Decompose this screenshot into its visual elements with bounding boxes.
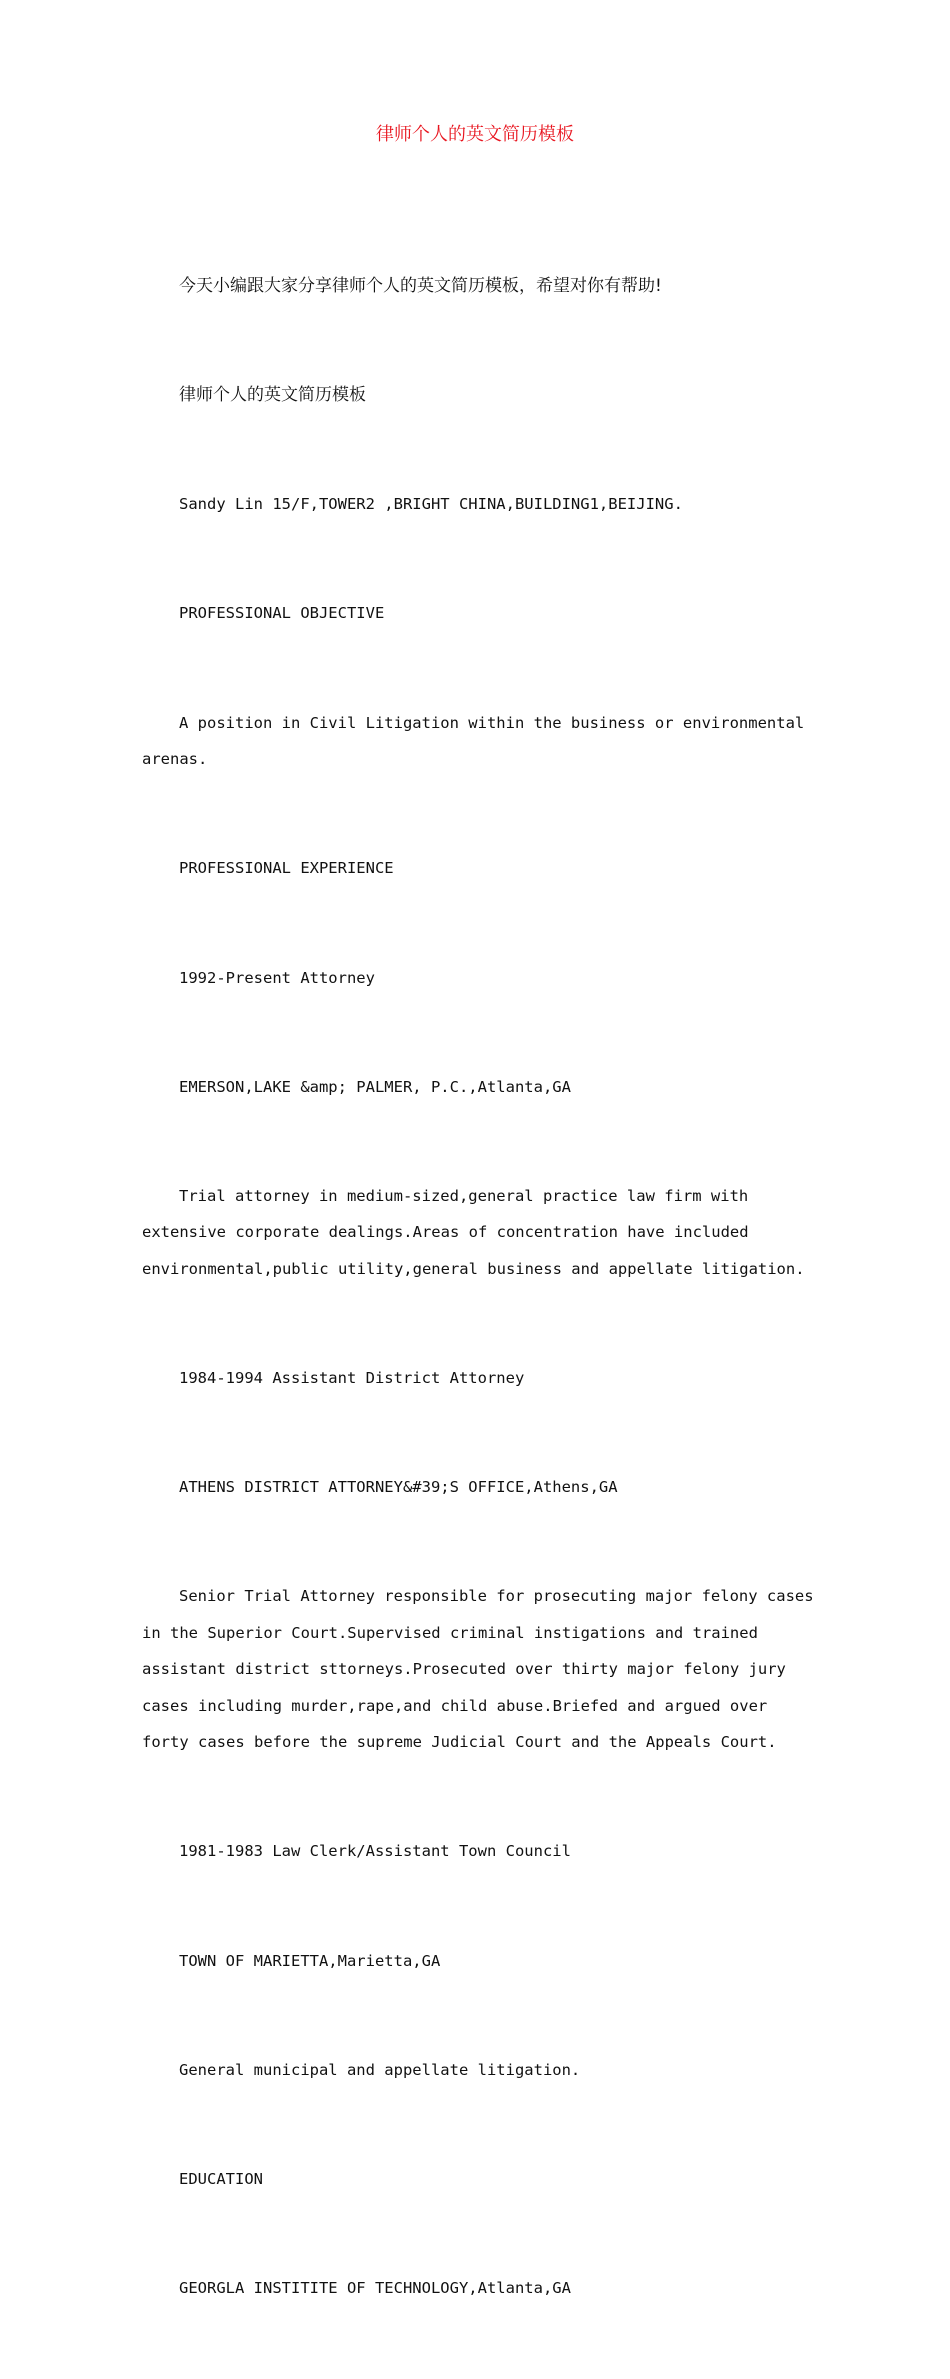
section-heading-experience: PROFESSIONAL EXPERIENCE — [179, 859, 394, 878]
education-institution: GEORGLA INSTITITE OF TECHNOLOGY,Atlanta,GA — [179, 2279, 571, 2298]
job-2-description: Senior Trial Attorney responsible for prosecuting major felony cases in the Superior Court.Supervised criminal instigations and trained assistant district sttorneys.Prosecuted over thirty major felony jury cases including murder,rape,and child abuse.Briefed and argued over forty cases before the supreme Judicial Court and the Appeals Court. — [142, 1587, 823, 1752]
job-1-description: Trial attorney in medium-sized,general practice law firm with extensive corporate dealings.Areas of concentration have included environmental,public utility,general business and appellate litigation. — [142, 1186, 805, 1278]
job-1-title: 1992-Present Attorney — [179, 968, 375, 987]
intro-paragraph: 今天小编跟大家分享律师个人的英文简历模板，希望对你有帮助! — [179, 275, 662, 296]
contact-line: Sandy Lin 15/F,TOWER2 ,BRIGHT CHINA,BUILDING1,BEIJING. — [179, 495, 683, 514]
document-title: 律师个人的英文简历模板 — [376, 124, 574, 145]
job-3-title: 1981-1983 Law Clerk/Assistant Town Council — [179, 1842, 571, 1861]
subtitle-paragraph: 律师个人的英文简历模板 — [179, 385, 366, 406]
section-heading-objective: PROFESSIONAL OBJECTIVE — [179, 604, 385, 623]
job-3-description: General municipal and appellate litigation. — [179, 2060, 581, 2079]
job-3-employer: TOWN OF MARIETTA,Marietta,GA — [179, 1951, 441, 1970]
job-1-employer: EMERSON,LAKE &amp; PALMER, P.C.,Atlanta,GA — [179, 1077, 571, 1096]
section-heading-education: EDUCATION — [179, 2169, 263, 2188]
document-body — [142, 195, 822, 2379]
objective-text: A position in Civil Litigation within the business or environmental arenas. — [142, 713, 814, 769]
job-2-employer: ATHENS DISTRICT ATTORNEY&#39;S OFFICE,Athens,GA — [179, 1478, 618, 1497]
job-2-title: 1984-1994 Assistant District Attorney — [179, 1369, 525, 1387]
